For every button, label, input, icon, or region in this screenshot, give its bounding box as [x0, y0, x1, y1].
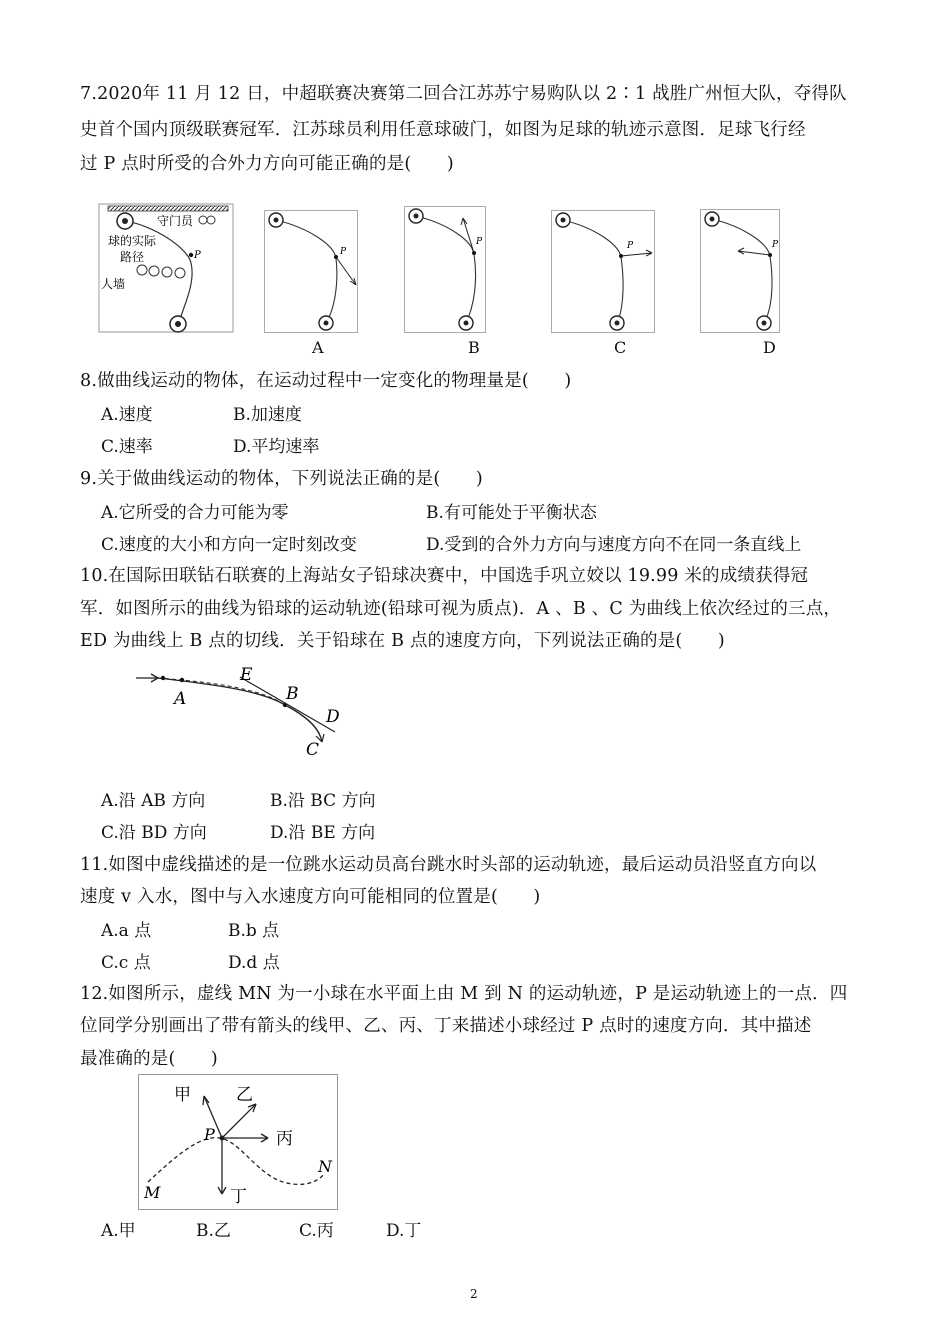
- q12-option-b: B.乙: [196, 1221, 231, 1241]
- svg-text:P: P: [627, 241, 634, 251]
- svg-text:P: P: [772, 240, 779, 250]
- q9-option-c: C.速度的大小和方向一定时刻改变: [101, 535, 357, 555]
- q9-option-d: D.受到的合外力方向与速度方向不在同一条直线上: [426, 535, 802, 555]
- q10-label-b: B: [286, 684, 299, 704]
- q7-stem-line3: 过 P 点时所受的合外力方向可能正确的是( ): [80, 154, 454, 174]
- q12-label-p: P: [204, 1125, 215, 1144]
- q10-stem-line1: 10.在国际田联钻石联赛的上海站女子铅球决赛中，中国选手巩立姣以 19.99 米的成绩获得冠: [80, 566, 809, 586]
- q8-option-a: A.速度: [101, 405, 153, 425]
- q10-stem-line2: 军．如图所示的曲线为铅球的运动轨迹(铅球可视为质点)．A 、B 、C 为曲线上依次经过的三点，: [80, 599, 842, 619]
- q11-option-d: D.d 点: [228, 953, 280, 973]
- q10-trajectory-figure: [130, 660, 360, 765]
- q7-point-p: P: [194, 250, 201, 261]
- svg-text:P: P: [476, 237, 483, 247]
- q10-label-a: A: [174, 689, 187, 709]
- q7-option-d-label: D: [763, 338, 776, 357]
- q11-option-b: B.b 点: [228, 921, 280, 941]
- q11-stem-line2: 速度 v 入水，图中与入水速度方向可能相同的位置是( ): [80, 887, 541, 907]
- q10-option-d: D.沿 BE 方向: [270, 823, 376, 843]
- svg-text:P: P: [340, 247, 347, 257]
- q7-goalkeeper-label: 守门员: [157, 214, 194, 228]
- q9-option-a: A.它所受的合力可能为零: [101, 503, 289, 523]
- q8-option-b: B.加速度: [233, 405, 302, 425]
- page-number: 2: [470, 1287, 478, 1301]
- q7-option-d-figure: [700, 209, 780, 333]
- q10-label-e: E: [240, 665, 253, 685]
- q7-option-c-label: C: [614, 338, 627, 357]
- q12-velocity-figure: [138, 1074, 338, 1210]
- q12-option-c: C.丙: [299, 1221, 334, 1241]
- q8-option-c: C.速率: [101, 437, 153, 457]
- q7-wall-label: 人墙: [101, 277, 126, 291]
- q12-stem-line1: 12.如图所示，虚线 MN 为一小球在水平面上由 M 到 N 的运动轨迹，P 是运动轨迹上的一点．四: [80, 984, 848, 1004]
- q10-option-a: A.沿 AB 方向: [101, 791, 206, 811]
- q7-stem-line1: 7.2020年 11 月 12 日，中超联赛决赛第二回合江苏苏宁易购队以 2∶1 战胜广州恒大队，夺得队: [80, 84, 847, 104]
- q7-stem-line2: 史首个国内顶级联赛冠军．江苏球员利用任意球破门，如图为足球的轨迹示意图．足球飞行经: [80, 120, 806, 140]
- q9-option-b: B.有可能处于平衡状态: [426, 503, 597, 523]
- q7-option-b-figure: [404, 206, 486, 333]
- q12-option-a: A.甲: [101, 1221, 136, 1241]
- q12-stem-line2: 位同学分别画出了带有箭头的线甲、乙、丙、丁来描述小球经过 P 点时的速度方向．其中描述: [80, 1016, 812, 1036]
- q12-label-n: N: [318, 1157, 332, 1176]
- q8-option-d: D.平均速率: [233, 437, 320, 457]
- q11-option-a: A.a 点: [101, 921, 152, 941]
- q7-option-c-figure: [551, 210, 655, 333]
- q7-scene-figure: [98, 203, 234, 333]
- q10-label-c: C: [306, 740, 320, 760]
- q7-option-b-label: B: [468, 338, 480, 357]
- q7-option-a-figure: [264, 210, 358, 333]
- q12-label-bing: 丙: [276, 1129, 293, 1149]
- q12-label-yi: 乙: [236, 1085, 253, 1105]
- q7-option-a-label: A: [312, 338, 324, 357]
- q7-path-label-line2: 路径: [120, 250, 145, 264]
- q11-option-c: C.c 点: [101, 953, 151, 973]
- q10-label-d: D: [326, 707, 340, 727]
- q9-stem: 9.关于做曲线运动的物体，下列说法正确的是( ): [80, 469, 483, 489]
- q12-label-ding: 丁: [230, 1187, 247, 1207]
- q10-stem-line3: ED 为曲线上 B 点的切线．关于铅球在 B 点的速度方向，下列说法正确的是( ): [80, 631, 725, 651]
- q12-stem-line3: 最准确的是( ): [80, 1049, 218, 1069]
- q12-label-m: M: [144, 1183, 161, 1202]
- q10-option-c: C.沿 BD 方向: [101, 823, 207, 843]
- q7-path-label-line1: 球的实际: [108, 234, 157, 248]
- q10-option-b: B.沿 BC 方向: [270, 791, 376, 811]
- q11-stem-line1: 11.如图中虚线描述的是一位跳水运动员高台跳水时头部的运动轨迹，最后运动员沿竖直方向以: [80, 855, 817, 875]
- q12-label-jia: 甲: [174, 1085, 191, 1105]
- q8-stem: 8.做曲线运动的物体，在运动过程中一定变化的物理量是( ): [80, 371, 572, 391]
- q12-option-d: D.丁: [386, 1221, 422, 1241]
